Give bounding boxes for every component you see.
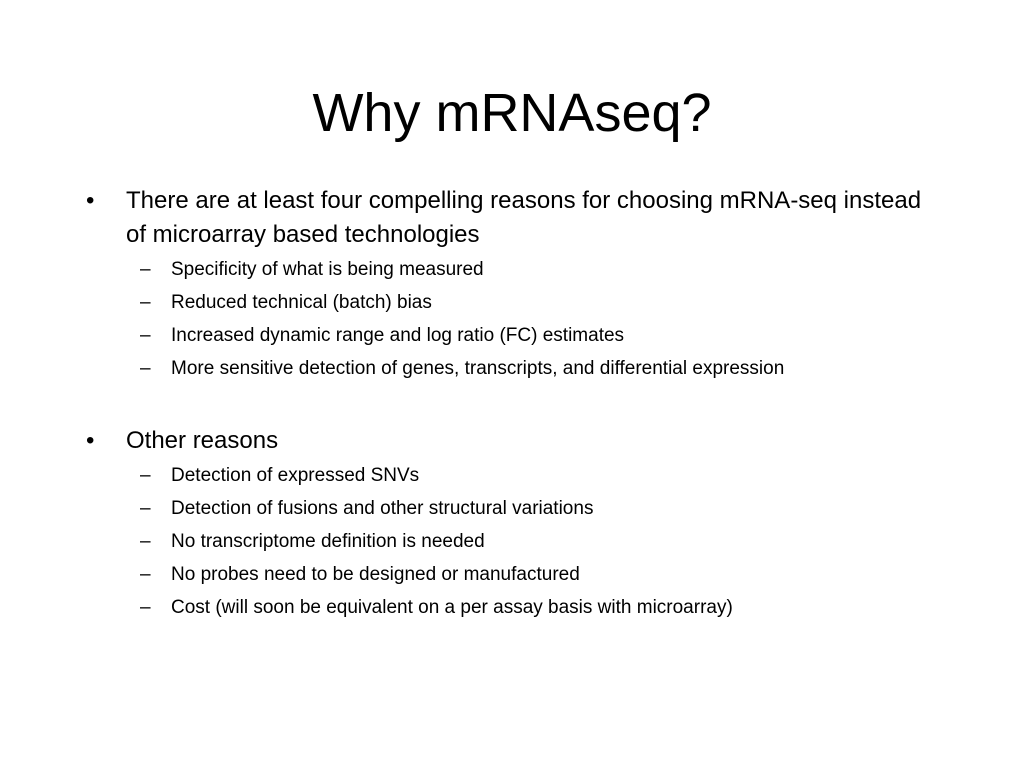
dash-marker: –: [140, 325, 151, 346]
dash-marker: –: [140, 498, 151, 519]
bullet-marker: •: [86, 187, 95, 214]
sub-item-text: More sensitive detection of genes, transcripts, and differential expression: [171, 358, 785, 379]
bullet-text: Other reasons: [126, 427, 279, 454]
sub-item: [86, 558, 946, 591]
sub-item-text: No transcriptome definition is needed: [171, 531, 485, 552]
sub-item-text: Increased dynamic range and log ratio (FC) estimates: [171, 325, 625, 346]
sub-item: [86, 286, 946, 319]
dash-marker: –: [140, 531, 151, 552]
sub-item: [86, 525, 946, 558]
bullet-item: [86, 184, 946, 252]
bullet-marker: •: [86, 427, 95, 454]
sub-list: [86, 459, 946, 624]
sub-item: [86, 319, 946, 352]
dash-marker: –: [140, 292, 151, 313]
sub-item-text: Detection of fusions and other structural variations: [171, 498, 594, 519]
slide-title: Why mRNAseq?: [312, 83, 712, 143]
slide-content: [86, 184, 946, 624]
dash-marker: –: [140, 564, 151, 585]
sub-item-text: Detection of expressed SNVs: [171, 465, 420, 486]
dash-marker: –: [140, 259, 151, 280]
sub-item: [86, 591, 946, 624]
dash-marker: –: [140, 597, 151, 618]
sub-item: [86, 352, 946, 385]
sub-item-text: Cost (will soon be equivalent on a per assay basis with microarray): [171, 597, 733, 618]
bullet-item: [86, 424, 946, 458]
sub-item-text: Specificity of what is being measured: [171, 259, 484, 280]
dash-marker: –: [140, 465, 151, 486]
sub-item-text: Reduced technical (batch) bias: [171, 292, 432, 313]
dash-marker: –: [140, 358, 151, 379]
bullet-text: There are at least four compelling reasons for choosing mRNA-seq instead of microarray based technologies: [126, 187, 922, 248]
sub-item: [86, 459, 946, 492]
sub-item-text: No probes need to be designed or manufactured: [171, 564, 580, 585]
sub-list: [86, 253, 946, 385]
sub-item: [86, 253, 946, 286]
sub-item: [86, 492, 946, 525]
